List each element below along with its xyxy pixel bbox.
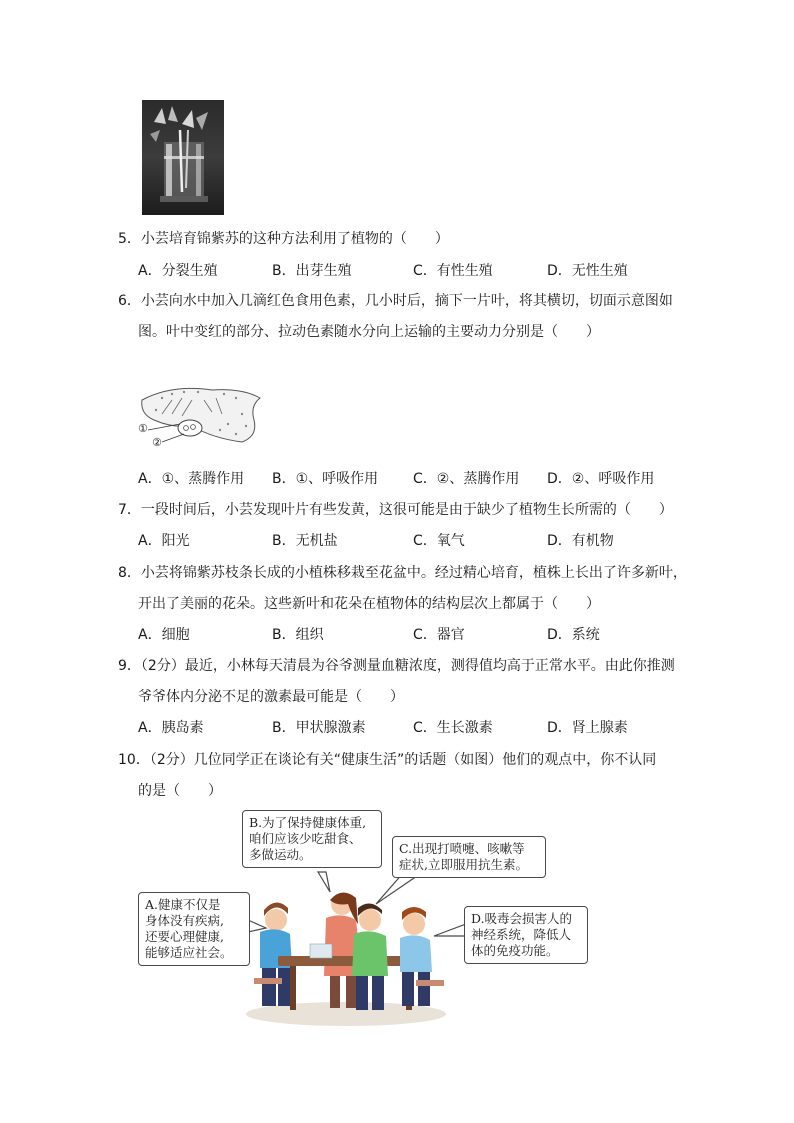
option-c[interactable]: C．氧气 — [413, 533, 465, 549]
option-b[interactable]: B．出芽生殖 — [272, 263, 352, 279]
option-c[interactable]: C．生长激素 — [413, 720, 493, 736]
option-a[interactable]: A．分裂生殖 — [138, 263, 218, 279]
figure-label-2: ② — [152, 436, 162, 449]
option-a[interactable]: A．阳光 — [138, 533, 190, 549]
option-b[interactable]: B．组织 — [272, 627, 324, 643]
question-8-stem-line-2: 开出了美丽的花朵。这些新叶和花朵在植物体的结构层次上都属于（ ） — [138, 596, 600, 612]
option-a[interactable]: A．细胞 — [138, 627, 190, 643]
question-6-stem-line-2: 图。叶中变红的部分、拉动色素随水分向上运输的主要动力分别是（ ） — [138, 324, 600, 340]
option-c[interactable]: C．器官 — [413, 627, 465, 643]
option-d[interactable]: D．系统 — [547, 627, 600, 643]
question-8-options — [138, 624, 658, 644]
option-d[interactable]: D．肾上腺素 — [547, 720, 628, 736]
question-10-stem-line-1: 10．（2分）几位同学正在谈论有关“健康生活”的话题（如图）他们的观点中，你不认同 — [118, 752, 657, 768]
question-5-stem: 5．小芸培育锦紫苏的这种方法利用了植物的（ ） — [118, 231, 449, 247]
option-a[interactable]: A．胰岛素 — [138, 720, 204, 736]
question-6-options — [138, 468, 678, 488]
speech-bubble-b: B.为了保持健康体重, 咱们应该少吃甜食、 多做运动。 — [242, 810, 382, 868]
speech-bubble-a: A.健康不仅是 身体没有疾病, 还要心理健康, 能够适应社会。 — [138, 892, 250, 966]
question-10-stem-line-2: 的是（ ） — [138, 783, 222, 799]
option-c[interactable]: C．②、蒸腾作用 — [413, 471, 520, 487]
option-a[interactable]: A．①、蒸腾作用 — [138, 471, 245, 487]
option-d[interactable]: D．无性生殖 — [547, 263, 628, 279]
question-6-stem-line-1: 6．小芸向水中加入几滴红色食用色素，几小时后，摘下一片叶，将其横切，切面示意图如 — [118, 293, 673, 309]
option-b[interactable]: B．无机盐 — [272, 533, 338, 549]
question-9-stem-line-2: 爷爷体内分泌不足的激素最可能是（ ） — [138, 689, 404, 705]
plant-cutting-photo — [142, 100, 224, 215]
option-b[interactable]: B．①、呼吸作用 — [272, 471, 379, 487]
figure-label-1: ① — [138, 422, 148, 435]
question-9-options — [138, 717, 658, 737]
question-7-options — [138, 530, 658, 550]
option-b[interactable]: B．甲状腺激素 — [272, 720, 366, 736]
students-discussion-figure — [130, 800, 600, 1030]
option-d[interactable]: D．②、呼吸作用 — [547, 471, 655, 487]
question-7-stem: 7．一段时间后，小芸发现叶片有些发黄，这很可能是由于缺少了植物生长所需的（ ） — [118, 502, 673, 518]
question-5-options — [138, 260, 658, 280]
speech-bubble-d: D.吸毒会损害人的 神经系统，降低人 体的免疫功能。 — [464, 906, 588, 964]
option-c[interactable]: C．有性生殖 — [413, 263, 493, 279]
question-9-stem-line-1: 9．（2分）最近，小林每天清晨为谷爷测量血糖浓度，测得值均高于正常水平。由此你推测 — [118, 658, 675, 674]
leaf-cross-section-figure — [132, 380, 272, 450]
option-d[interactable]: D．有机物 — [547, 533, 614, 549]
question-8-stem-line-1: 8．小芸将锦紫苏枝条长成的小植株移栽至花盆中。经过精心培育，植株上长出了许多新叶， — [118, 565, 687, 581]
speech-bubble-c: C.出现打喷嚏、咳嗽等 症状,立即服用抗生素。 — [392, 836, 546, 878]
